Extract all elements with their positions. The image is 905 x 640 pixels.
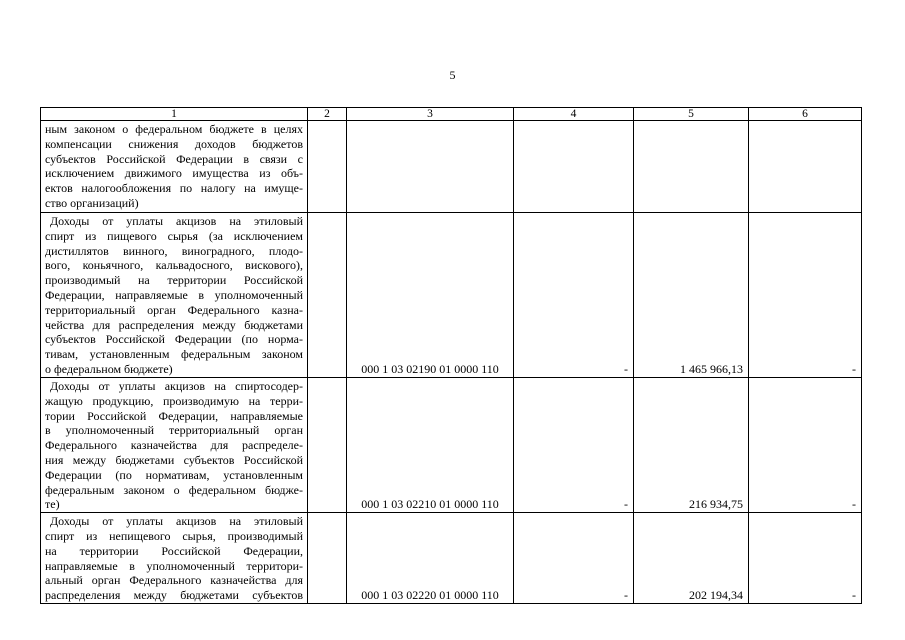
description-cell [41, 213, 308, 378]
column-5-value [634, 121, 749, 213]
description-line: Доходы от уплаты акцизов на этиловый [50, 214, 303, 228]
description-line: альный орган Федерального казначейства для [45, 573, 303, 588]
column-4-value: - [514, 213, 634, 378]
page-number: 5 [449, 68, 456, 82]
description-line: направляемые в уполномоченный территори- [45, 558, 303, 573]
column-5-value: 1 465 966,13 [634, 213, 749, 378]
description-line: производимый на территории Российской [45, 273, 303, 288]
table-row [41, 213, 862, 378]
description-line: ство организаций) [45, 195, 139, 210]
description-line: в уполномоченный территориальный орган [45, 423, 303, 438]
description-line: Федерации (по нормативам, установленным [45, 467, 303, 482]
column-6-value: - [749, 378, 862, 513]
column-4-value [514, 121, 634, 213]
description-line: ектов налогообложения по налогу на имуще- [45, 181, 303, 196]
column-6-value [749, 121, 862, 213]
description-line: компенсации снижения доходов бюджетов [45, 136, 303, 151]
column-4-value: - [514, 513, 634, 604]
description-line: о федеральном бюджете) [45, 361, 173, 376]
description-cell [41, 121, 308, 213]
description-cell [41, 378, 308, 513]
column-6-value: - [749, 513, 862, 604]
table-body [41, 121, 862, 604]
description-line: федеральным законом о федеральном бюдже- [45, 482, 303, 497]
column-2-cell [308, 513, 347, 604]
description-line: ния между бюджетами субъектов Российской [45, 452, 303, 467]
table-row [41, 121, 862, 213]
column-5-value: 202 194,34 [634, 513, 749, 604]
description-line: Доходы от уплаты акцизов на этиловый [50, 514, 303, 529]
column-header: 4 [514, 108, 634, 121]
column-5-value: 216 934,75 [634, 378, 749, 513]
description-line: Федерального казначейства для распределе- [45, 438, 303, 453]
column-header: 6 [749, 108, 862, 121]
description-line: тивам, установленным федеральным законом [45, 347, 303, 362]
description-line: субъектов Российской Федерации (по норма- [45, 332, 303, 347]
budget-code-cell [347, 121, 514, 213]
description-line: Федерации, направляемые в уполномоченный [45, 287, 303, 302]
column-header: 3 [347, 108, 514, 121]
description-line: исключением движимого имущества из объ- [45, 166, 303, 181]
description-line: ным законом о федеральном бюджете в целях [45, 122, 303, 136]
table-row [41, 378, 862, 513]
budget-code-cell: 000 1 03 02190 01 0000 110 [347, 213, 514, 378]
column-2-cell [308, 213, 347, 378]
description-line: дистиллятов винного, виноградного, плодо- [45, 243, 303, 258]
column-header: 5 [634, 108, 749, 121]
description-line: спирт из пищевого сырья (за исключением [45, 228, 303, 243]
column-6-value: - [749, 213, 862, 378]
description-line: Доходы от уплаты акцизов на спиртосодер- [50, 379, 303, 393]
table-row [41, 513, 862, 604]
description-line: спирт из непищевого сырья, производимый [45, 528, 303, 543]
description-line: жащую продукцию, производимую на терри- [45, 393, 303, 408]
description-line: вого, коньячного, кальвадосного, вискового), [45, 258, 303, 273]
description-line: чейства для распределения между бюджетами [45, 317, 303, 332]
column-header: 1 [41, 108, 308, 121]
table-header-row [41, 108, 862, 121]
column-4-value: - [514, 378, 634, 513]
description-line: территориальный орган Федерального казна- [45, 302, 303, 317]
description-line: на территории Российской Федерации, [45, 543, 303, 558]
budget-code-cell: 000 1 03 02210 01 0000 110 [347, 378, 514, 513]
column-2-cell [308, 121, 347, 213]
description-line: распределения между бюджетами субъектов [45, 588, 303, 603]
description-cell [41, 513, 308, 604]
budget-code-cell: 000 1 03 02220 01 0000 110 [347, 513, 514, 604]
description-line: тории Российской Федерации, направляемые [45, 408, 303, 423]
description-line: субъектов Российской Федерации в связи с [45, 151, 303, 166]
description-line: те) [45, 497, 60, 512]
column-2-cell [308, 378, 347, 513]
column-header: 2 [308, 108, 347, 121]
revenue-table [40, 107, 862, 604]
